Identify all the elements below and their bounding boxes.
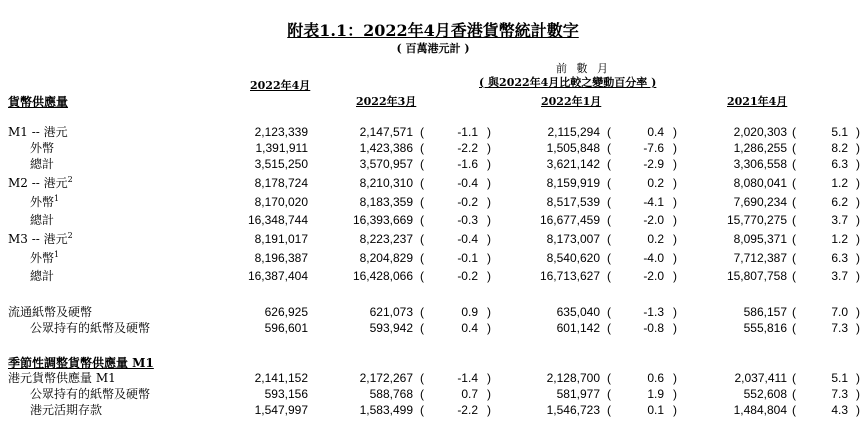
pct-apr-2021: 7.0 <box>831 305 848 319</box>
close-paren: ) <box>673 213 677 227</box>
section-heading-seasonally-adjusted: 季節性調整貨幣供應量 M1 <box>8 356 154 370</box>
open-paren: ( <box>420 195 424 209</box>
value-apr-2021: 7,712,387 <box>733 251 787 265</box>
pct-jan-2022: -7.6 <box>643 141 664 155</box>
value-apr-2021: 3,306,558 <box>733 157 787 171</box>
open-paren: ( <box>420 232 424 246</box>
close-paren: ) <box>673 176 677 190</box>
close-paren: ) <box>487 157 491 171</box>
open-paren: ( <box>420 125 424 139</box>
open-paren: ( <box>607 213 611 227</box>
pct-apr-2021: 3.7 <box>831 213 848 227</box>
close-paren: ) <box>487 403 491 417</box>
open-paren: ( <box>607 371 611 385</box>
open-paren: ( <box>792 213 796 227</box>
close-paren: ) <box>673 141 677 155</box>
footnote-marker: 2 <box>67 175 73 184</box>
row-label: 總計 <box>30 269 55 283</box>
close-paren: ) <box>487 141 491 155</box>
close-paren: ) <box>856 371 860 385</box>
pct-mar-2022: -2.2 <box>457 141 478 155</box>
row-label: 港元貨幣供應量 M1 <box>8 371 116 385</box>
section-heading-money-supply: 貨幣供應量 <box>8 95 69 109</box>
value-apr-2022: 8,170,020 <box>254 195 308 209</box>
footnote-marker: 1 <box>54 250 60 259</box>
close-paren: ) <box>673 305 677 319</box>
pct-mar-2022: -0.3 <box>457 213 478 227</box>
open-paren: ( <box>420 321 424 335</box>
close-paren: ) <box>673 403 677 417</box>
value-mar-2022: 16,393,669 <box>352 213 413 227</box>
close-paren: ) <box>673 251 677 265</box>
open-paren: ( <box>607 269 611 283</box>
close-paren: ) <box>487 269 491 283</box>
value-jan-2022: 581,977 <box>556 387 600 401</box>
value-jan-2022: 2,128,700 <box>546 371 600 385</box>
open-paren: ( <box>420 157 424 171</box>
close-paren: ) <box>487 195 491 209</box>
value-apr-2022: 2,123,339 <box>254 125 308 139</box>
value-jan-2022: 1,546,723 <box>546 403 600 417</box>
pct-jan-2022: -2.0 <box>643 213 664 227</box>
open-paren: ( <box>792 387 796 401</box>
value-jan-2022: 635,040 <box>556 305 600 319</box>
open-paren: ( <box>792 403 796 417</box>
row-label: 公眾持有的紙幣及硬幣 <box>30 321 151 335</box>
close-paren: ) <box>487 321 491 335</box>
percent-change-note: ( 與2022年4月比較之變動百分率 ) <box>479 76 657 89</box>
value-apr-2021: 1,484,804 <box>733 403 787 417</box>
open-paren: ( <box>607 232 611 246</box>
value-mar-2022: 588,768 <box>369 387 413 401</box>
value-mar-2022: 1,423,386 <box>359 141 413 155</box>
open-paren: ( <box>792 269 796 283</box>
close-paren: ) <box>487 125 491 139</box>
open-paren: ( <box>420 305 424 319</box>
pct-apr-2021: 6.3 <box>831 251 848 265</box>
value-apr-2021: 15,807,758 <box>726 269 787 283</box>
value-apr-2022: 8,196,387 <box>254 251 308 265</box>
pct-mar-2022: -0.2 <box>457 195 478 209</box>
open-paren: ( <box>792 251 796 265</box>
close-paren: ) <box>673 269 677 283</box>
pct-mar-2022: -0.4 <box>457 176 478 190</box>
value-apr-2021: 552,608 <box>743 387 787 401</box>
value-apr-2022: 626,925 <box>264 305 308 319</box>
row-label: 外幣$^1$ <box>30 250 60 265</box>
footnote-marker: 2 <box>67 231 73 240</box>
pct-mar-2022: -0.4 <box>457 232 478 246</box>
value-jan-2022: 8,517,539 <box>546 195 600 209</box>
pct-jan-2022: -1.3 <box>643 305 664 319</box>
pct-apr-2021: 3.7 <box>831 269 848 283</box>
pct-mar-2022: -2.2 <box>457 403 478 417</box>
pct-jan-2022: 0.2 <box>647 176 664 190</box>
open-paren: ( <box>607 141 611 155</box>
pct-jan-2022: -2.0 <box>643 269 664 283</box>
value-mar-2022: 1,583,499 <box>359 403 413 417</box>
open-paren: ( <box>792 141 796 155</box>
value-apr-2021: 15,770,275 <box>726 213 787 227</box>
close-paren: ) <box>856 125 860 139</box>
value-mar-2022: 2,172,267 <box>359 371 413 385</box>
close-paren: ) <box>856 321 860 335</box>
page-title: 附表1.1：2022年4月香港貨幣統計數字 <box>287 21 579 40</box>
open-paren: ( <box>607 387 611 401</box>
value-mar-2022: 8,223,237 <box>359 232 413 246</box>
value-mar-2022: 8,210,310 <box>359 176 413 190</box>
close-paren: ) <box>673 387 677 401</box>
close-paren: ) <box>856 176 860 190</box>
value-apr-2022: 3,515,250 <box>254 157 308 171</box>
value-mar-2022: 621,073 <box>369 305 413 319</box>
open-paren: ( <box>420 269 424 283</box>
open-paren: ( <box>607 251 611 265</box>
column-header-apr-2021: 2021年4月 <box>727 95 788 108</box>
pct-apr-2021: 1.2 <box>831 232 848 246</box>
previous-months-label: 前 數 月 <box>556 62 611 75</box>
value-apr-2022: 1,547,997 <box>254 403 308 417</box>
pct-apr-2021: 4.3 <box>831 403 848 417</box>
open-paren: ( <box>792 176 796 190</box>
row-label: M2 -- 港元$^2$ <box>8 175 73 190</box>
value-mar-2022: 8,204,829 <box>359 251 413 265</box>
column-header-jan-2022: 2022年1月 <box>541 95 602 108</box>
close-paren: ) <box>856 387 860 401</box>
pct-mar-2022: -1.1 <box>457 125 478 139</box>
value-mar-2022: 3,570,957 <box>359 157 413 171</box>
close-paren: ) <box>673 321 677 335</box>
value-apr-2022: 8,178,724 <box>254 176 308 190</box>
close-paren: ) <box>673 157 677 171</box>
row-label: 外幣$^1$ <box>30 194 60 209</box>
close-paren: ) <box>487 251 491 265</box>
pct-apr-2021: 5.1 <box>831 371 848 385</box>
value-apr-2022: 1,391,911 <box>255 141 308 155</box>
open-paren: ( <box>420 141 424 155</box>
value-jan-2022: 1,505,848 <box>546 141 600 155</box>
value-mar-2022: 8,183,359 <box>359 195 413 209</box>
row-label: 總計 <box>30 213 55 227</box>
row-label: 外幣 <box>30 141 55 155</box>
close-paren: ) <box>673 195 677 209</box>
value-apr-2022: 8,191,017 <box>254 232 308 246</box>
value-apr-2021: 1,286,255 <box>733 141 787 155</box>
close-paren: ) <box>856 305 860 319</box>
footnote-marker: 1 <box>54 194 60 203</box>
row-label: 港元活期存款 <box>30 403 103 417</box>
pct-apr-2021: 6.2 <box>831 195 848 209</box>
value-apr-2022: 593,156 <box>264 387 308 401</box>
value-apr-2022: 16,348,744 <box>247 213 308 227</box>
open-paren: ( <box>607 321 611 335</box>
open-paren: ( <box>607 176 611 190</box>
close-paren: ) <box>856 195 860 209</box>
column-header-mar-2022: 2022年3月 <box>356 95 417 108</box>
value-jan-2022: 8,173,007 <box>546 232 600 246</box>
pct-apr-2021: 7.3 <box>831 321 848 335</box>
open-paren: ( <box>420 251 424 265</box>
pct-apr-2021: 1.2 <box>831 176 848 190</box>
close-paren: ) <box>856 251 860 265</box>
close-paren: ) <box>487 176 491 190</box>
open-paren: ( <box>420 387 424 401</box>
open-paren: ( <box>792 305 796 319</box>
pct-jan-2022: 1.9 <box>647 387 664 401</box>
open-paren: ( <box>420 403 424 417</box>
value-jan-2022: 3,621,142 <box>546 157 600 171</box>
pct-mar-2022: 0.4 <box>461 321 478 335</box>
pct-jan-2022: 0.6 <box>647 371 664 385</box>
value-mar-2022: 2,147,571 <box>359 125 413 139</box>
value-apr-2022: 596,601 <box>264 321 308 335</box>
open-paren: ( <box>792 125 796 139</box>
value-apr-2021: 7,690,234 <box>733 195 787 209</box>
value-jan-2022: 16,713,627 <box>539 269 600 283</box>
value-apr-2021: 8,095,371 <box>733 232 787 246</box>
pct-apr-2021: 7.3 <box>831 387 848 401</box>
value-apr-2022: 16,387,404 <box>247 269 308 283</box>
open-paren: ( <box>420 371 424 385</box>
pct-jan-2022: -0.8 <box>643 321 664 335</box>
open-paren: ( <box>607 305 611 319</box>
close-paren: ) <box>856 213 860 227</box>
open-paren: ( <box>792 371 796 385</box>
row-label: M3 -- 港元$^2$ <box>8 231 73 246</box>
value-apr-2021: 586,157 <box>743 305 787 319</box>
pct-jan-2022: -2.9 <box>643 157 664 171</box>
pct-apr-2021: 5.1 <box>831 125 848 139</box>
value-jan-2022: 601,142 <box>556 321 600 335</box>
pct-apr-2021: 8.2 <box>831 141 848 155</box>
value-apr-2021: 2,037,411 <box>734 371 787 385</box>
open-paren: ( <box>607 195 611 209</box>
value-apr-2022: 2,141,152 <box>254 371 308 385</box>
value-mar-2022: 16,428,066 <box>352 269 413 283</box>
open-paren: ( <box>792 321 796 335</box>
pct-jan-2022: -4.0 <box>643 251 664 265</box>
unit-subtitle: ( 百萬港元計 ) <box>396 42 470 55</box>
close-paren: ) <box>487 213 491 227</box>
pct-jan-2022: 0.4 <box>647 125 664 139</box>
open-paren: ( <box>792 232 796 246</box>
column-header-apr-2022: 2022年4月 <box>250 79 311 92</box>
row-label: 總計 <box>30 157 55 171</box>
pct-mar-2022: -1.6 <box>457 157 478 171</box>
row-label: 公眾持有的紙幣及硬幣 <box>30 387 151 401</box>
value-apr-2021: 8,080,041 <box>733 176 787 190</box>
close-paren: ) <box>856 157 860 171</box>
pct-apr-2021: 6.3 <box>831 157 848 171</box>
open-paren: ( <box>420 176 424 190</box>
pct-mar-2022: 0.7 <box>461 387 478 401</box>
open-paren: ( <box>607 125 611 139</box>
pct-mar-2022: 0.9 <box>461 305 478 319</box>
open-paren: ( <box>607 403 611 417</box>
open-paren: ( <box>607 157 611 171</box>
pct-mar-2022: -1.4 <box>457 371 478 385</box>
close-paren: ) <box>856 269 860 283</box>
pct-jan-2022: -4.1 <box>643 195 664 209</box>
open-paren: ( <box>420 213 424 227</box>
open-paren: ( <box>792 195 796 209</box>
value-jan-2022: 16,677,459 <box>539 213 600 227</box>
close-paren: ) <box>673 125 677 139</box>
pct-mar-2022: -0.1 <box>457 251 478 265</box>
open-paren: ( <box>792 157 796 171</box>
close-paren: ) <box>856 403 860 417</box>
pct-jan-2022: 0.1 <box>647 403 664 417</box>
value-apr-2021: 2,020,303 <box>733 125 787 139</box>
row-label: 流通紙幣及硬幣 <box>8 305 93 319</box>
value-jan-2022: 2,115,294 <box>547 125 600 139</box>
close-paren: ) <box>673 371 677 385</box>
row-label: M1 -- 港元 <box>8 125 68 139</box>
pct-mar-2022: -0.2 <box>457 269 478 283</box>
value-jan-2022: 8,540,620 <box>546 251 600 265</box>
close-paren: ) <box>487 232 491 246</box>
close-paren: ) <box>856 232 860 246</box>
close-paren: ) <box>487 387 491 401</box>
close-paren: ) <box>487 305 491 319</box>
value-apr-2021: 555,816 <box>743 321 787 335</box>
close-paren: ) <box>487 371 491 385</box>
value-jan-2022: 8,159,919 <box>546 176 600 190</box>
close-paren: ) <box>856 141 860 155</box>
pct-jan-2022: 0.2 <box>647 232 664 246</box>
value-mar-2022: 593,942 <box>369 321 413 335</box>
close-paren: ) <box>673 232 677 246</box>
